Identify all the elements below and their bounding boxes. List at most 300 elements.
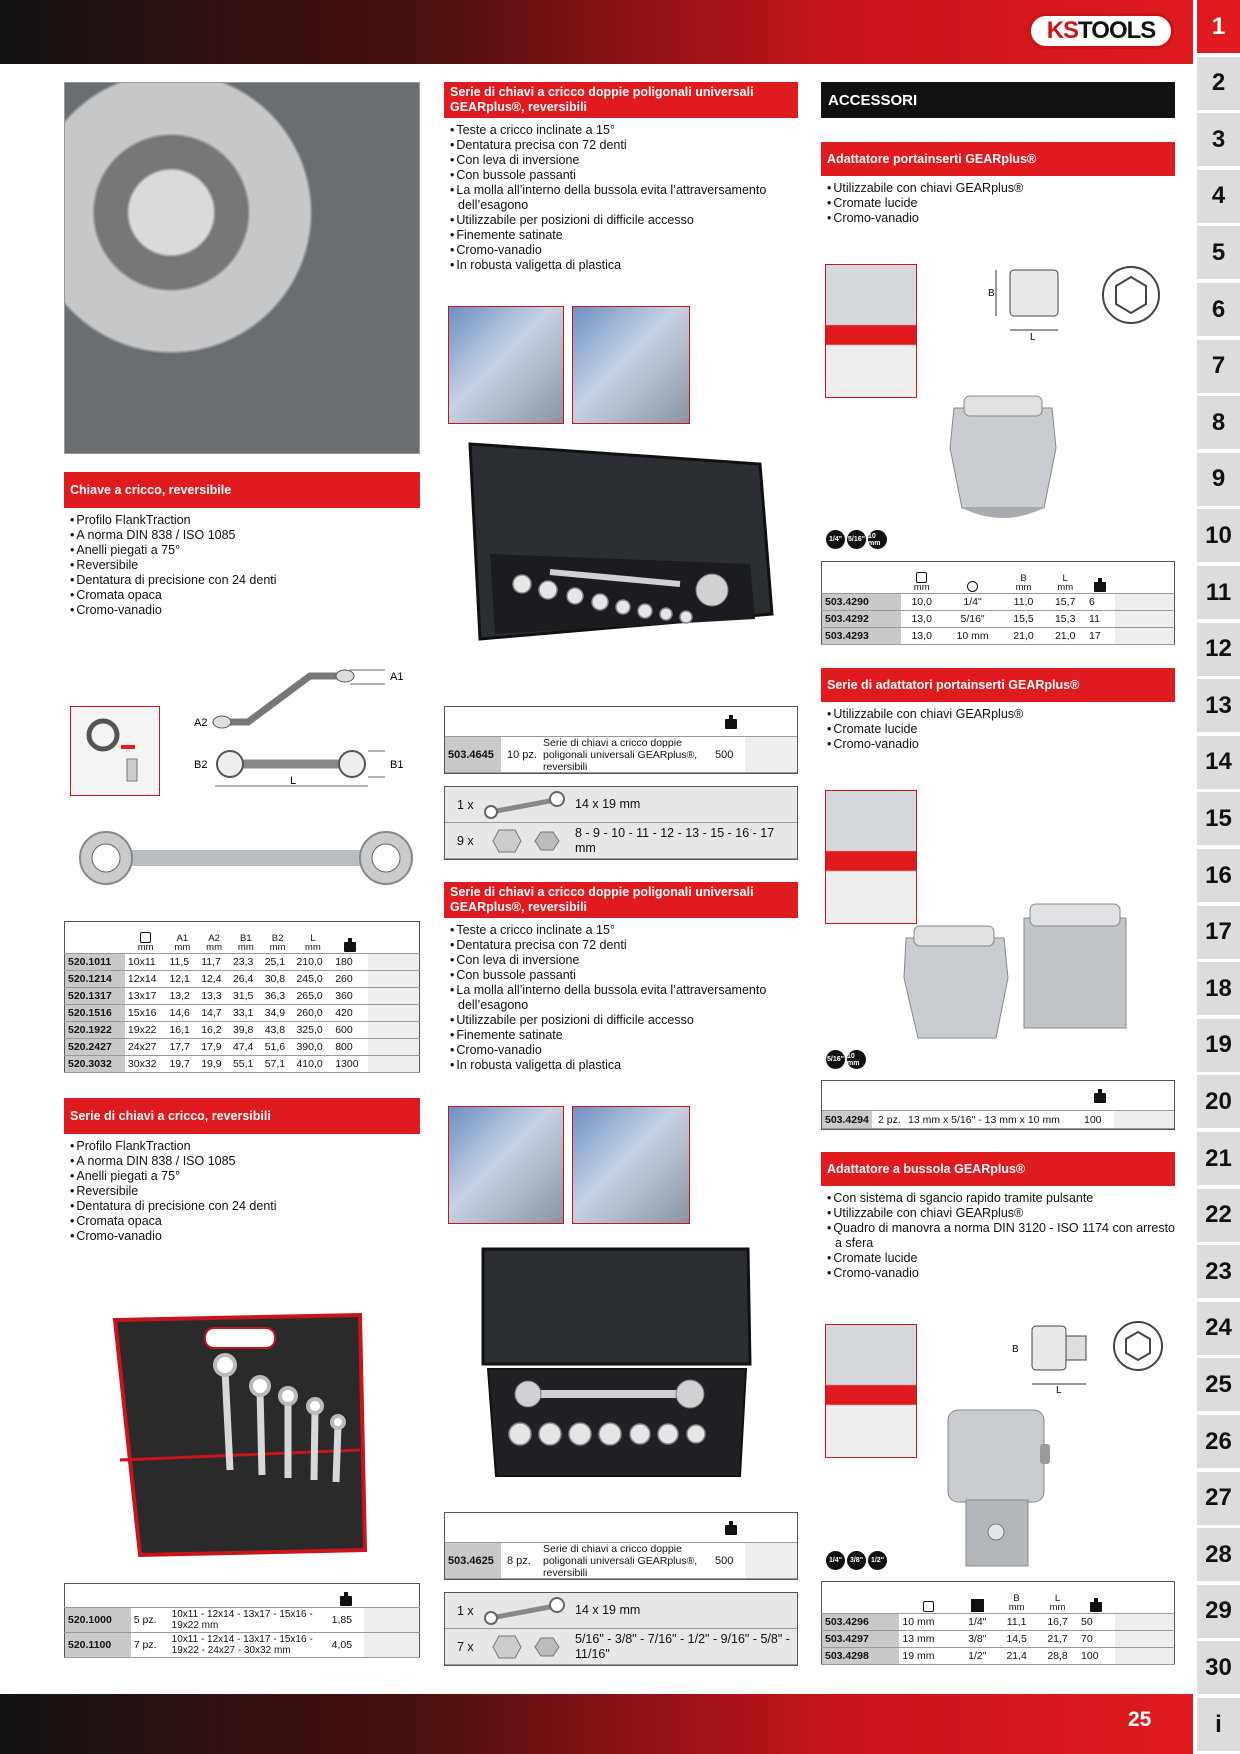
table-cell: 1/4" (943, 594, 1003, 611)
chapter-tab-i[interactable]: i (1197, 1698, 1240, 1751)
chapter-tab-1[interactable]: 1 (1197, 0, 1240, 53)
set-code: 503.4645 (445, 737, 501, 772)
table-cell: 36,3 (262, 988, 294, 1005)
table-row (822, 594, 1175, 611)
col-l: L mm (1037, 1582, 1078, 1614)
col-size-icon (140, 932, 151, 943)
table-cell: 1/4" (958, 1614, 996, 1631)
table-cell: 503.4297 (822, 1631, 900, 1648)
table-cell: 47,4 (230, 1039, 262, 1056)
feature-item: • Con leva di inversione (450, 953, 798, 968)
size-badge: 5/16" (847, 530, 866, 549)
col-drive (943, 562, 1003, 594)
product-title-gearplus-set-1: Serie di chiavi a cricco doppie poligonali universali GEARplus®, reversibili (444, 82, 798, 118)
col-weight (1078, 1582, 1114, 1614)
feature-item: • Cromo-vanadio (827, 1266, 1175, 1281)
col-weight (1086, 562, 1114, 594)
chapter-tab-5[interactable]: 5 (1197, 226, 1240, 279)
table-cell: 260,0 (293, 1005, 332, 1022)
table-cell-empty (368, 1022, 420, 1039)
table-cell: 13,3 (198, 988, 230, 1005)
socket-icon (481, 1632, 569, 1662)
table-cell: 260 (332, 971, 367, 988)
feature-item: • Cromate lucide (827, 196, 1175, 211)
col-dim: B2 mm (262, 922, 294, 954)
contents-count: 7 x (457, 1639, 474, 1654)
feature-item: • Dentatura precisa con 72 denti (450, 938, 798, 953)
col-blank (364, 1584, 420, 1608)
chapter-tab-30[interactable]: 30 (1197, 1641, 1240, 1694)
feature-item: • Reversibile (70, 1184, 420, 1199)
table-cell: 19x22 (125, 1022, 167, 1039)
col-weight (332, 922, 367, 954)
table-cell: 17,9 (198, 1039, 230, 1056)
col-dim: B1 mm (230, 922, 262, 954)
feature-item: • Dentatura di precisione con 24 denti (70, 1199, 420, 1214)
product-title-ratchet-wrench: Chiave a cricco, reversibile (64, 472, 420, 508)
feature-list-gearplus-set-2 (450, 923, 798, 1073)
table-cell: 3/8" (958, 1631, 996, 1648)
table-cell: 520.1000 (65, 1608, 131, 1633)
table-cell: 5 pz. (131, 1608, 169, 1633)
table-cell: 503.4290 (822, 594, 901, 611)
feature-item: • Utilizzabile con chiavi GEARplus® (827, 707, 1175, 722)
table-cell: 10 mm (899, 1614, 958, 1631)
bit-adapter-usage-photo (825, 264, 917, 398)
feature-item: • Cromo-vanadio (450, 243, 798, 258)
detail-photo-ratchet-head (70, 706, 160, 796)
set-description: Serie di chiavi a cricco doppie poligonali universali GEARplus®, reversibili (543, 1542, 698, 1579)
table-cell: 21,4 (996, 1648, 1037, 1665)
product-title-bit-adapter-set: Serie di adattatori portainserti GEARplus® (821, 668, 1175, 702)
table-cell: 23,3 (230, 954, 262, 971)
feature-item: • Finemente satinate (450, 1028, 798, 1043)
table-cell: 1300 (332, 1056, 367, 1073)
table-cell: 210,0 (293, 954, 332, 971)
table-cell-empty (1115, 1631, 1175, 1648)
feature-item: • Cromate lucide (827, 1251, 1175, 1266)
usage-photo-4 (572, 1106, 690, 1224)
feature-item: • Con bussole passanti (450, 168, 798, 183)
feature-item: • Dentatura precisa con 72 denti (450, 138, 798, 153)
chapter-tab-15[interactable]: 15 (1197, 792, 1240, 845)
table-row (65, 971, 420, 988)
table-cell: 19,7 (166, 1056, 198, 1073)
chapter-tab-19[interactable]: 19 (1197, 1019, 1240, 1072)
col-code (822, 562, 901, 594)
feature-list-bit-adapter-set (827, 707, 1175, 752)
table-cell: 410,0 (293, 1056, 332, 1073)
size-badges-1 (826, 530, 887, 549)
chapter-tab-10[interactable]: 10 (1197, 509, 1240, 562)
contents-count: 1 x (457, 1603, 474, 1618)
size-badge: 1/4" (826, 1551, 845, 1570)
table-row (65, 1022, 420, 1039)
table-cell-empty (1115, 594, 1175, 611)
header-bar (0, 0, 1193, 64)
wrench-icon (481, 790, 569, 820)
table-cell: 33,1 (230, 1005, 262, 1022)
socket-adapter-photo (944, 1404, 1054, 1572)
dim-label-a2: A2 (194, 717, 208, 729)
gearplus-set-1-table (444, 706, 798, 774)
feature-item: • La molla all’interno della bussola evita l’attraversamento dell’esagono (450, 183, 798, 213)
socket-icon (481, 826, 569, 856)
table-cell: 13,2 (166, 988, 198, 1005)
table-cell: 520.1011 (65, 954, 125, 971)
feature-list-socket-adapter (827, 1191, 1175, 1281)
set-weight: 500 (715, 1554, 734, 1567)
table-cell: 16,1 (166, 1022, 198, 1039)
table-cell: 10,0 (901, 594, 943, 611)
weight-icon (725, 1521, 737, 1535)
size-badge: 10 mm (868, 530, 887, 549)
col-drive-icon (971, 1599, 984, 1612)
chapter-tab-28[interactable]: 28 (1197, 1528, 1240, 1581)
table-row (65, 1633, 420, 1658)
table-cell: 390,0 (293, 1039, 332, 1056)
case-photo-8pc (478, 1244, 754, 1482)
contents-value: 14 x 19 mm (575, 1603, 641, 1617)
chapter-tab-16[interactable]: 16 (1197, 849, 1240, 902)
table-cell: 11 (1086, 611, 1114, 628)
usage-photo-1 (448, 306, 564, 424)
table-cell: 13 mm (899, 1631, 958, 1648)
page-number: 25 (1128, 1708, 1152, 1731)
table-cell: 14,5 (996, 1631, 1037, 1648)
feature-item: • Cromo-vanadio (70, 1229, 420, 1244)
product-title-ratchet-wrench-set: Serie di chiavi a cricco, reversibili (64, 1098, 420, 1134)
size-badge: 1/4" (826, 530, 845, 549)
table-row (65, 988, 420, 1005)
col-blank (1115, 562, 1175, 594)
table-cell: 520.2427 (65, 1039, 125, 1056)
gearplus-set-1-contents (444, 786, 798, 860)
contents-count: 1 x (457, 797, 474, 812)
socket-adapter-drawing (1008, 1318, 1096, 1394)
feature-item: • Profilo FlankTraction (70, 1139, 420, 1154)
col-code (65, 922, 125, 954)
bit-adapter-set-photo (900, 898, 1132, 1054)
col-size (899, 1582, 958, 1614)
contents-count: 9 x (457, 833, 474, 848)
feature-list-ratchet-wrench (70, 513, 420, 618)
product-title-gearplus-set-2: Serie di chiavi a cricco doppie poligonali universali GEARplus®, reversibili (444, 882, 798, 918)
feature-item: • Teste a cricco inclinate a 15° (450, 923, 798, 938)
col-size-icon (916, 572, 927, 583)
hero-photo-wrenches (64, 82, 420, 454)
feature-item: • Con leva di inversione (450, 153, 798, 168)
table-cell-empty (364, 1633, 420, 1658)
table-cell-empty (368, 971, 420, 988)
table-cell-empty (368, 988, 420, 1005)
table-cell: 39,8 (230, 1022, 262, 1039)
chapter-tab-25[interactable]: 25 (1197, 1358, 1240, 1411)
table-cell: 21,0 (1003, 628, 1045, 645)
table-cell: 11,7 (198, 954, 230, 971)
table-cell: 13,0 (901, 611, 943, 628)
table-cell-empty (368, 1056, 420, 1073)
table-cell: 15x16 (125, 1005, 167, 1022)
table-cell: 15,5 (1003, 611, 1045, 628)
set-description: Serie di chiavi a cricco doppie poligonali universali GEARplus®, reversibili (543, 736, 698, 773)
table-cell: 520.1922 (65, 1022, 125, 1039)
table-cell: 43,8 (262, 1022, 294, 1039)
table-cell: 21,7 (1037, 1631, 1078, 1648)
table-row (65, 1039, 420, 1056)
col-size-icon (923, 1601, 934, 1612)
table-cell: 15,3 (1044, 611, 1086, 628)
socket-adapter-spec-table (821, 1581, 1175, 1665)
feature-list-ratchet-wrench-set (70, 1139, 420, 1244)
table-cell: 520.1214 (65, 971, 125, 988)
col-weight-icon (1090, 1598, 1102, 1612)
chapter-tab-22[interactable]: 22 (1197, 1189, 1240, 1242)
dimension-drawing (190, 664, 415, 794)
dim-label-b1: B1 (390, 759, 404, 771)
feature-item: • Cromo-vanadio (450, 1043, 798, 1058)
contents-row (445, 1629, 797, 1665)
table-cell-empty (1115, 1614, 1175, 1631)
table-cell: 100 (1078, 1648, 1114, 1665)
table-cell: 11,5 (166, 954, 198, 971)
dim-label-a1: A1 (390, 671, 404, 683)
feature-item: • Con sistema di sgancio rapido tramite pulsante (827, 1191, 1175, 1206)
feature-list-gearplus-set-1 (450, 123, 798, 273)
ratchet-wrench-photo (76, 828, 416, 888)
set-quantity: 10 pz. (507, 748, 537, 761)
chapter-tab-20[interactable]: 20 (1197, 1075, 1240, 1128)
chapter-tab-9[interactable]: 9 (1197, 453, 1240, 506)
feature-item: • Quadro di manovra a norma DIN 3120 - ISO 1174 con arresto a sfera (827, 1221, 1175, 1251)
chapter-tab-14[interactable]: 14 (1197, 736, 1240, 789)
col-l: L mm (1044, 562, 1086, 594)
table-cell-empty (368, 1005, 420, 1022)
feature-item: • Finemente satinate (450, 228, 798, 243)
col-header (169, 1584, 329, 1608)
col-weight-icon (344, 938, 356, 952)
chapter-tab-13[interactable]: 13 (1197, 679, 1240, 732)
table-row (822, 611, 1175, 628)
feature-item: • Cromata opaca (70, 588, 420, 603)
chapter-tab-4[interactable]: 4 (1197, 170, 1240, 223)
chapter-tab-2[interactable]: 2 (1197, 57, 1240, 110)
feature-item: • Dentatura di precisione con 24 denti (70, 573, 420, 588)
table-cell: 600 (332, 1022, 367, 1039)
table-cell: 6 (1086, 594, 1114, 611)
feature-item: • Profilo FlankTraction (70, 513, 420, 528)
table-cell: 10x11 (125, 954, 167, 971)
table-row (822, 1631, 1175, 1648)
col-b: B mm (996, 1582, 1037, 1614)
table-cell: 28,8 (1037, 1648, 1078, 1665)
table-cell-empty (1115, 628, 1175, 645)
chapter-tab-8[interactable]: 8 (1197, 396, 1240, 449)
col-code (822, 1582, 900, 1614)
table-cell: 19 mm (899, 1648, 958, 1665)
table-cell: 13,0 (901, 628, 943, 645)
chapter-tab-7[interactable]: 7 (1197, 340, 1240, 393)
table-cell: 15,7 (1044, 594, 1086, 611)
table-cell: 1/2" (958, 1648, 996, 1665)
size-badges-2 (826, 1050, 866, 1069)
chapter-tab-29[interactable]: 29 (1197, 1585, 1240, 1638)
chapter-tab-11[interactable]: 11 (1197, 566, 1240, 619)
feature-item: • Utilizzabile per posizioni di difficile accesso (450, 1013, 798, 1028)
bit-adapter-photo (944, 388, 1062, 528)
set-weight: 100 (1084, 1113, 1102, 1126)
contents-row (445, 787, 797, 823)
tool-roll-photo (110, 1310, 368, 1560)
table-cell: 520.1516 (65, 1005, 125, 1022)
col-header (131, 1584, 169, 1608)
set-weight: 500 (715, 748, 734, 761)
set-quantity: 2 pz. (878, 1113, 901, 1126)
table-cell: 265,0 (293, 988, 332, 1005)
size-badge: 10 mm (847, 1050, 866, 1069)
table-row (822, 1648, 1175, 1665)
svg-text:L: L (1030, 332, 1036, 342)
table-cell: 70 (1078, 1631, 1114, 1648)
chapter-tab-18[interactable]: 18 (1197, 962, 1240, 1015)
feature-item: • Cromo-vanadio (827, 211, 1175, 226)
contents-row (445, 823, 797, 859)
table-cell: 14,6 (166, 1005, 198, 1022)
table-cell-empty (368, 1039, 420, 1056)
chapter-tab-3[interactable]: 3 (1197, 113, 1240, 166)
table-cell: 11,1 (996, 1614, 1037, 1631)
contents-value: 5/16" - 3/8" - 7/16" - 1/2" - 9/16" - 5/8" - 11/16" (575, 1631, 790, 1661)
col-dim: A1 mm (166, 922, 198, 954)
feature-item: • In robusta valigetta di plastica (450, 1058, 798, 1073)
feature-item: • Cromate lucide (827, 722, 1175, 737)
table-cell-empty (368, 954, 420, 971)
table-cell: 17,7 (166, 1039, 198, 1056)
table-cell: 503.4293 (822, 628, 901, 645)
size-badge: 3/8" (847, 1551, 866, 1570)
chapter-tab-12[interactable]: 12 (1197, 623, 1240, 676)
col-size: mm (125, 922, 167, 954)
usage-photo-3 (448, 1106, 564, 1224)
ratchet-wrench-spec-table (64, 921, 420, 1073)
bit-adapter-top-view (1098, 262, 1164, 328)
table-cell: 7 pz. (131, 1633, 169, 1658)
col-drive (958, 1582, 996, 1614)
chapter-tab-17[interactable]: 17 (1197, 906, 1240, 959)
bit-adapter-drawing (988, 262, 1078, 342)
table-row (65, 954, 420, 971)
kstools-logo: KS TOOLS (1028, 13, 1174, 49)
feature-item: • Con bussole passanti (450, 968, 798, 983)
table-row (822, 628, 1175, 645)
table-cell: 30,8 (262, 971, 294, 988)
section-title-accessori: ACCESSORI (821, 82, 1175, 118)
chapter-tab-26[interactable]: 26 (1197, 1415, 1240, 1468)
wrench-icon (481, 1596, 569, 1626)
svg-text:B: B (988, 288, 995, 299)
feature-item: • Utilizzabile con chiavi GEARplus® (827, 181, 1175, 196)
table-cell: 10x11 - 12x14 - 13x17 - 15x16 - 19x22 - 24x27 - 30x32 mm (169, 1633, 329, 1658)
table-row (822, 1614, 1175, 1631)
table-cell-empty (1115, 1648, 1175, 1665)
col-blank (1115, 1582, 1175, 1614)
weight-icon (725, 715, 737, 729)
socket-adapter-top-view (1110, 1318, 1166, 1374)
table-cell: 13x17 (125, 988, 167, 1005)
table-cell: 51,6 (262, 1039, 294, 1056)
feature-item: • Anelli piegati a 75° (70, 1169, 420, 1184)
chapter-tab-23[interactable]: 23 (1197, 1245, 1240, 1298)
table-cell: 800 (332, 1039, 367, 1056)
table-cell: 55,1 (230, 1056, 262, 1073)
table-cell: 50 (1078, 1614, 1114, 1631)
table-cell: 1,85 (329, 1608, 364, 1633)
table-cell: 16,7 (1037, 1614, 1078, 1631)
table-cell: 11,0 (1003, 594, 1045, 611)
dim-label-l: L (290, 775, 297, 787)
table-cell: 360 (332, 988, 367, 1005)
table-row (65, 1056, 420, 1073)
table-cell: 503.4298 (822, 1648, 900, 1665)
feature-item: • Teste a cricco inclinate a 15° (450, 123, 798, 138)
feature-item: • A norma DIN 838 / ISO 1085 (70, 528, 420, 543)
table-cell: 12x14 (125, 971, 167, 988)
weight-icon (1094, 1089, 1106, 1103)
chapter-tab-21[interactable]: 21 (1197, 1132, 1240, 1185)
table-cell: 325,0 (293, 1022, 332, 1039)
table-cell: 245,0 (293, 971, 332, 988)
feature-list-bit-adapter (827, 181, 1175, 226)
table-cell: 520.1100 (65, 1633, 131, 1658)
feature-item: • Utilizzabile con chiavi GEARplus® (827, 1206, 1175, 1221)
svg-text:L: L (1056, 1385, 1062, 1394)
size-badge: 1/2" (868, 1551, 887, 1570)
dim-label-b2: B2 (194, 759, 208, 771)
feature-item: • La molla all’interno della bussola evita l’attraversamento dell’esagono (450, 983, 798, 1013)
table-cell: 14,7 (198, 1005, 230, 1022)
feature-item: • Anelli piegati a 75° (70, 543, 420, 558)
table-cell: 180 (332, 954, 367, 971)
table-cell: 26,4 (230, 971, 262, 988)
chapter-tab-6[interactable]: 6 (1197, 283, 1240, 336)
table-cell: 19,9 (198, 1056, 230, 1073)
col-blank (368, 922, 420, 954)
table-cell: 34,9 (262, 1005, 294, 1022)
feature-item: • Cromata opaca (70, 1214, 420, 1229)
table-cell: 16,2 (198, 1022, 230, 1039)
feature-item: • Cromo-vanadio (70, 603, 420, 618)
col-weight (329, 1584, 364, 1608)
table-cell: 10 mm (943, 628, 1003, 645)
socket-adapter-usage-photo (825, 1324, 917, 1458)
case-photo-10pc (460, 434, 778, 646)
contents-row (445, 1593, 797, 1629)
table-cell: 520.3032 (65, 1056, 125, 1073)
table-cell: 503.4292 (822, 611, 901, 628)
table-cell: 4,05 (329, 1633, 364, 1658)
table-cell-empty (1115, 611, 1175, 628)
col-dim: L mm (293, 922, 332, 954)
table-cell: 420 (332, 1005, 367, 1022)
table-row (65, 1608, 420, 1633)
gearplus-set-2-contents (444, 1592, 798, 1666)
set-code: 503.4294 (822, 1111, 872, 1128)
table-cell: 57,1 (262, 1056, 294, 1073)
chapter-tab-27[interactable]: 27 (1197, 1472, 1240, 1525)
chapter-tab-24[interactable]: 24 (1197, 1302, 1240, 1355)
feature-item: • In robusta valigetta di plastica (450, 258, 798, 273)
feature-item: • Utilizzabile per posizioni di difficile accesso (450, 213, 798, 228)
